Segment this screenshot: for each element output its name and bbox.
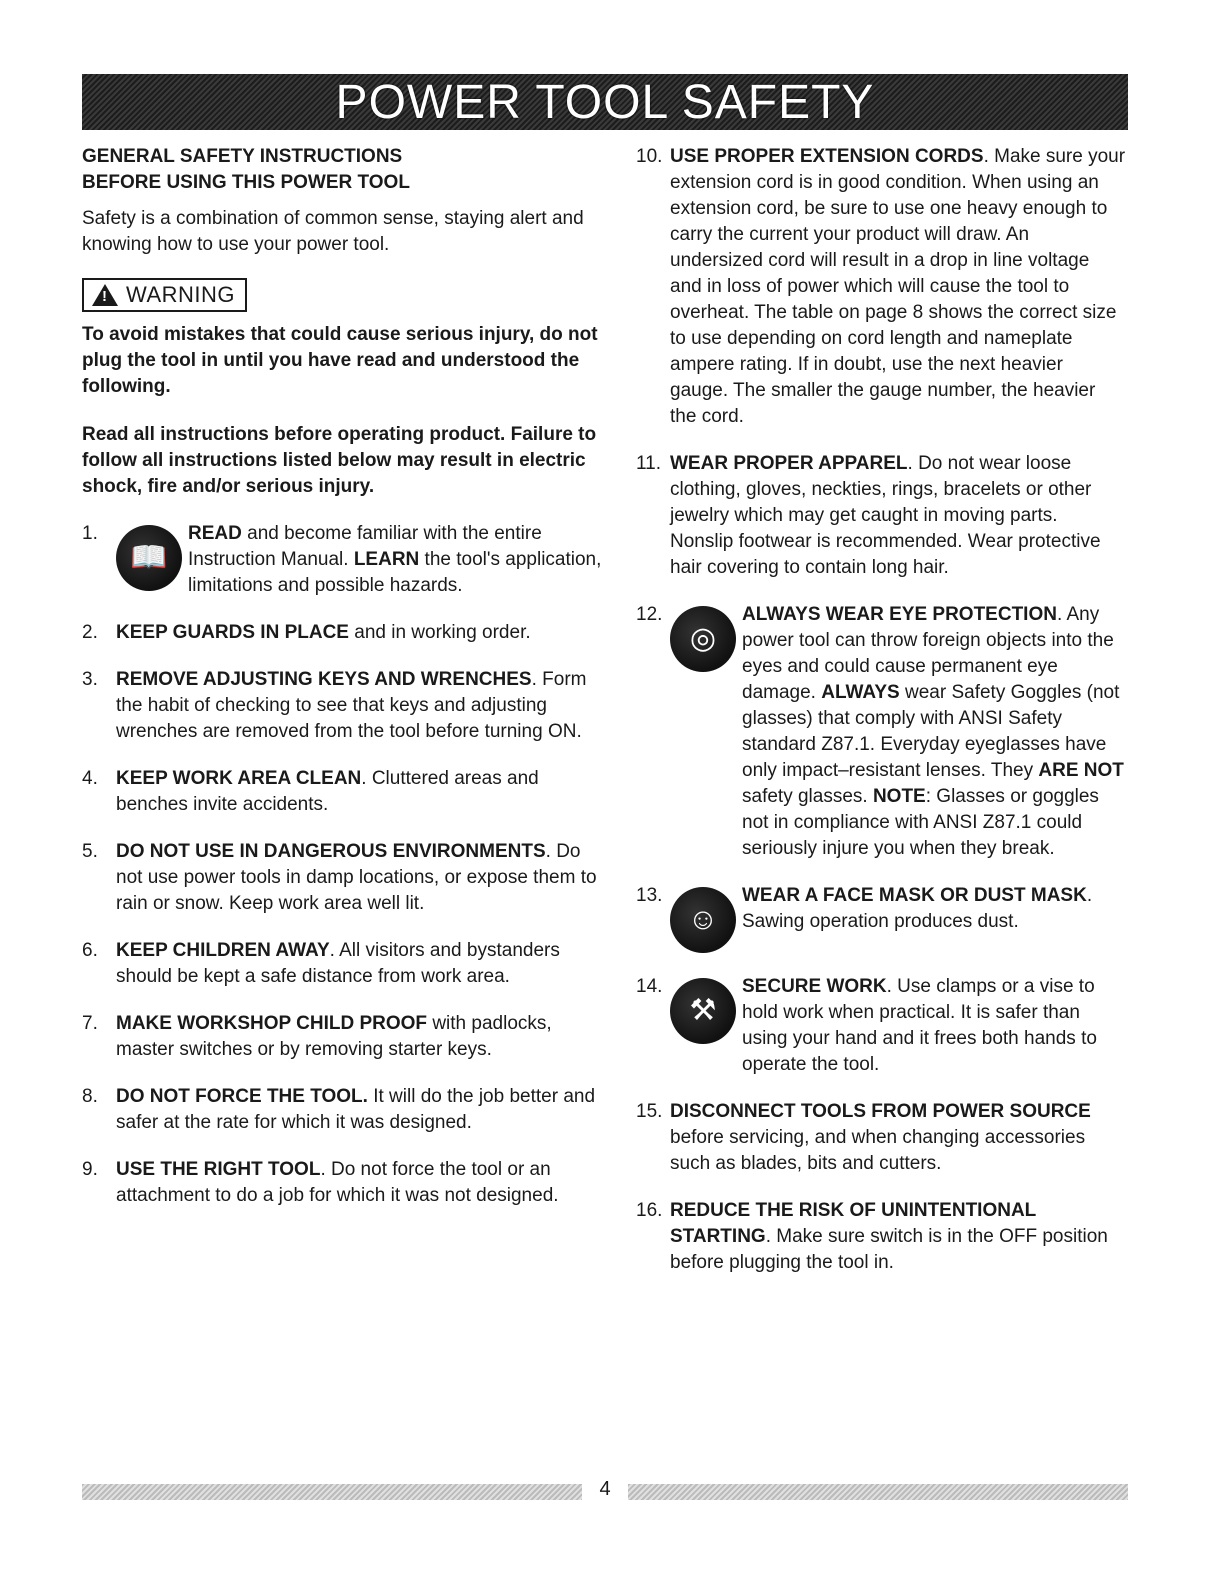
item-number: 16. <box>636 1200 663 1221</box>
item-number: 14. <box>636 976 663 997</box>
item-text-part: wear Safety Goggles (not glasses) that comply with ANSI Safety standard Z87.1. Everyday eyeglasses have only impact–resistant lenses. They <box>742 682 1120 781</box>
item-text-part: . Use clamps or a vise to hold work when practical. It is safer than using your hand and it frees both hands to operate the tool. <box>742 976 1097 1075</box>
item-keyword: KEEP CHILDREN AWAY <box>116 940 330 961</box>
item-text-part: It will do the job better and safer at the rate for which it was designed. <box>116 1086 596 1133</box>
item-body <box>116 938 602 990</box>
item-number: 7. <box>82 1013 98 1034</box>
safety-item <box>636 451 1126 581</box>
safety-item <box>636 974 1126 1078</box>
item-keyword: DO NOT FORCE THE TOOL. <box>116 1086 368 1107</box>
item-number: 5. <box>82 841 98 862</box>
right-items-list <box>636 144 1126 1276</box>
item-body <box>116 667 602 745</box>
item-number: 4. <box>82 768 98 789</box>
item-number: 3. <box>82 669 98 690</box>
item-body <box>116 766 602 818</box>
item-text-part: . Do not wear loose clothing, gloves, neckties, rings, bracelets or other jewelry which may get caught in moving parts. Nonslip footwear is recommended. Wear protective hair covering to contain long hair. <box>670 453 1101 578</box>
item-number: 15. <box>636 1101 663 1122</box>
item-keyword: DISCONNECT TOOLS FROM POWER SOURCE <box>670 1101 1091 1122</box>
item-text <box>116 938 602 990</box>
item-keyword: USE PROPER EXTENSION CORDS <box>670 146 984 167</box>
warning-label-box <box>82 278 247 312</box>
item-number: 2. <box>82 622 98 643</box>
item-body <box>116 1011 602 1063</box>
item-number: 13. <box>636 885 663 906</box>
item-body <box>670 1198 1126 1276</box>
item-text-part: . Make sure your extension cord is in good condition. When using an extension cord, be sure to use one heavy enough to carry the current your product will draw. An undersized cord will result in a drop in line voltage and in loss of power which will cause the tool to overheat. The table on page 8 shows the correct size to use depending on cord length and nameplate ampere rating. If in doubt, use the next heavier gauge. The smaller the gauge number, the heavier the cord. <box>670 146 1126 427</box>
item-body <box>670 602 1126 862</box>
item-text <box>670 1099 1126 1177</box>
clamp-icon: ⚒ <box>670 978 736 1044</box>
item-body <box>670 144 1126 430</box>
item-text-part: . All visitors and bystanders should be kept a safe distance from work area. <box>116 940 560 987</box>
section-heading-2: BEFORE USING THIS POWER TOOL <box>82 172 410 193</box>
item-keyword: LEARN <box>353 549 420 570</box>
item-number: 8. <box>82 1086 98 1107</box>
page-banner <box>82 74 1128 130</box>
item-keyword: REMOVE ADJUSTING KEYS AND WRENCHES <box>116 669 532 690</box>
safety-item <box>82 938 602 990</box>
item-text-part: . Form the habit of checking to see that keys and adjusting wrenches are removed from the tool before turning ON. <box>116 669 587 742</box>
left-items-list <box>82 521 602 1209</box>
item-body <box>670 883 1126 953</box>
item-keyword: WEAR A FACE MASK OR DUST MASK <box>742 885 1087 906</box>
item-number: 10. <box>636 146 663 167</box>
item-text-part: the tool's application, limitations and possible hazards. <box>188 549 602 596</box>
item-keyword: REDUCE THE RISK OF UNINTENTIONAL STARTING <box>670 1200 1036 1247</box>
warning-text: To avoid mistakes that could cause serious injury, do not plug the tool in until you have read and understood the following. <box>82 324 598 397</box>
footer-bar-left <box>82 1484 582 1500</box>
goggles-icon: ◎ <box>670 606 736 672</box>
item-text-part: and become familiar with the entire Instruction Manual. <box>188 523 542 570</box>
page-footer <box>82 1478 1128 1506</box>
item-keyword: MAKE WORKSHOP CHILD PROOF <box>116 1013 428 1034</box>
item-text <box>742 883 1126 935</box>
item-body <box>116 521 602 599</box>
item-number: 11. <box>636 453 662 474</box>
item-text-part: before servicing, and when changing accessories such as blades, bits and cutters. <box>670 1127 1086 1174</box>
safety-item <box>82 1084 602 1136</box>
item-text <box>116 1157 602 1209</box>
intro-text: Safety is a combination of common sense, staying alert and knowing how to use your power tool. <box>82 208 584 255</box>
item-keyword: ALWAYS <box>821 682 900 703</box>
item-keyword: WEAR PROPER APPAREL <box>670 453 908 474</box>
read-all-text: Read all instructions before operating product. Failure to follow all instructions listed below may result in electric shock, fire and/or serious injury. <box>82 424 597 497</box>
safety-item <box>82 766 602 818</box>
right-column <box>636 144 1126 1276</box>
item-text <box>670 451 1126 581</box>
item-keyword: NOTE <box>872 786 926 807</box>
safety-item <box>82 521 602 599</box>
item-text-part: and in working order. <box>348 622 531 643</box>
item-keyword: SECURE WORK <box>742 976 887 997</box>
item-keyword: USE THE RIGHT TOOL <box>116 1159 321 1180</box>
section-heading-1: GENERAL SAFETY INSTRUCTIONS <box>82 146 403 167</box>
item-text <box>116 766 602 818</box>
item-number: 6. <box>82 940 98 961</box>
safety-item <box>636 144 1126 430</box>
safety-item <box>636 883 1126 953</box>
item-text <box>188 521 602 599</box>
safety-item <box>82 839 602 917</box>
item-body <box>670 451 1126 581</box>
item-number: 1. <box>82 523 98 544</box>
warning-triangle-icon <box>92 284 118 306</box>
item-body <box>116 1084 602 1136</box>
item-text-part: with padlocks, master switches or by removing starter keys. <box>116 1013 552 1060</box>
item-text <box>742 974 1126 1078</box>
item-text <box>116 839 602 917</box>
warning-label: WARNING <box>126 282 236 307</box>
item-text <box>742 602 1126 862</box>
footer-bar-right <box>628 1484 1128 1500</box>
item-keyword: READ <box>188 523 242 544</box>
safety-item <box>636 1099 1126 1177</box>
item-keyword: KEEP WORK AREA CLEAN <box>116 768 362 789</box>
dust-mask-icon: ☺ <box>670 887 736 953</box>
item-keyword: DO NOT USE IN DANGEROUS ENVIRONMENTS <box>116 841 546 862</box>
safety-item <box>636 602 1126 862</box>
item-text-part: . Sawing operation produces dust. <box>742 885 1093 932</box>
item-text-part: . Cluttered areas and benches invite accidents. <box>116 768 539 815</box>
item-body <box>116 620 602 646</box>
item-number: 9. <box>82 1159 98 1180</box>
safety-item <box>636 1198 1126 1276</box>
item-text-part: . Make sure switch is in the OFF position before plugging the tool in. <box>670 1226 1108 1273</box>
safety-item <box>82 1157 602 1209</box>
item-body <box>670 974 1126 1078</box>
page-title: POWER TOOL SAFETY <box>335 75 875 129</box>
item-body <box>116 839 602 917</box>
item-keyword: ARE NOT <box>1038 760 1124 781</box>
safety-item <box>82 1011 602 1063</box>
item-body <box>116 1157 602 1209</box>
item-text <box>116 667 602 745</box>
left-column <box>82 144 602 1209</box>
manual-icon: 📖 <box>116 525 182 591</box>
item-text-part: . Do not force the tool or an attachment to do a job for which it was not designed. <box>116 1159 559 1206</box>
item-text <box>116 620 602 646</box>
item-keyword: KEEP GUARDS IN PLACE <box>116 622 349 643</box>
safety-item <box>82 667 602 745</box>
safety-item <box>82 620 602 646</box>
item-body <box>670 1099 1126 1177</box>
item-keyword: ALWAYS WEAR EYE PROTECTION <box>742 604 1057 625</box>
item-text <box>116 1084 602 1136</box>
item-number: 12. <box>636 604 663 625</box>
page-number: 4 <box>599 1478 611 1500</box>
item-text-part: safety glasses. <box>742 786 873 807</box>
item-text-part: . Do not use power tools in damp locations, or expose them to rain or snow. Keep work area well lit. <box>116 841 597 914</box>
item-text <box>670 1198 1126 1276</box>
item-text <box>670 144 1126 430</box>
item-text <box>116 1011 602 1063</box>
item-text-part: . Any power tool can throw foreign objects into the eyes and could cause permanent eye damage. <box>742 604 1114 703</box>
item-text-part: : Glasses or goggles not in compliance with ANSI Z87.1 could seriously injure you when they break. <box>742 786 1099 859</box>
